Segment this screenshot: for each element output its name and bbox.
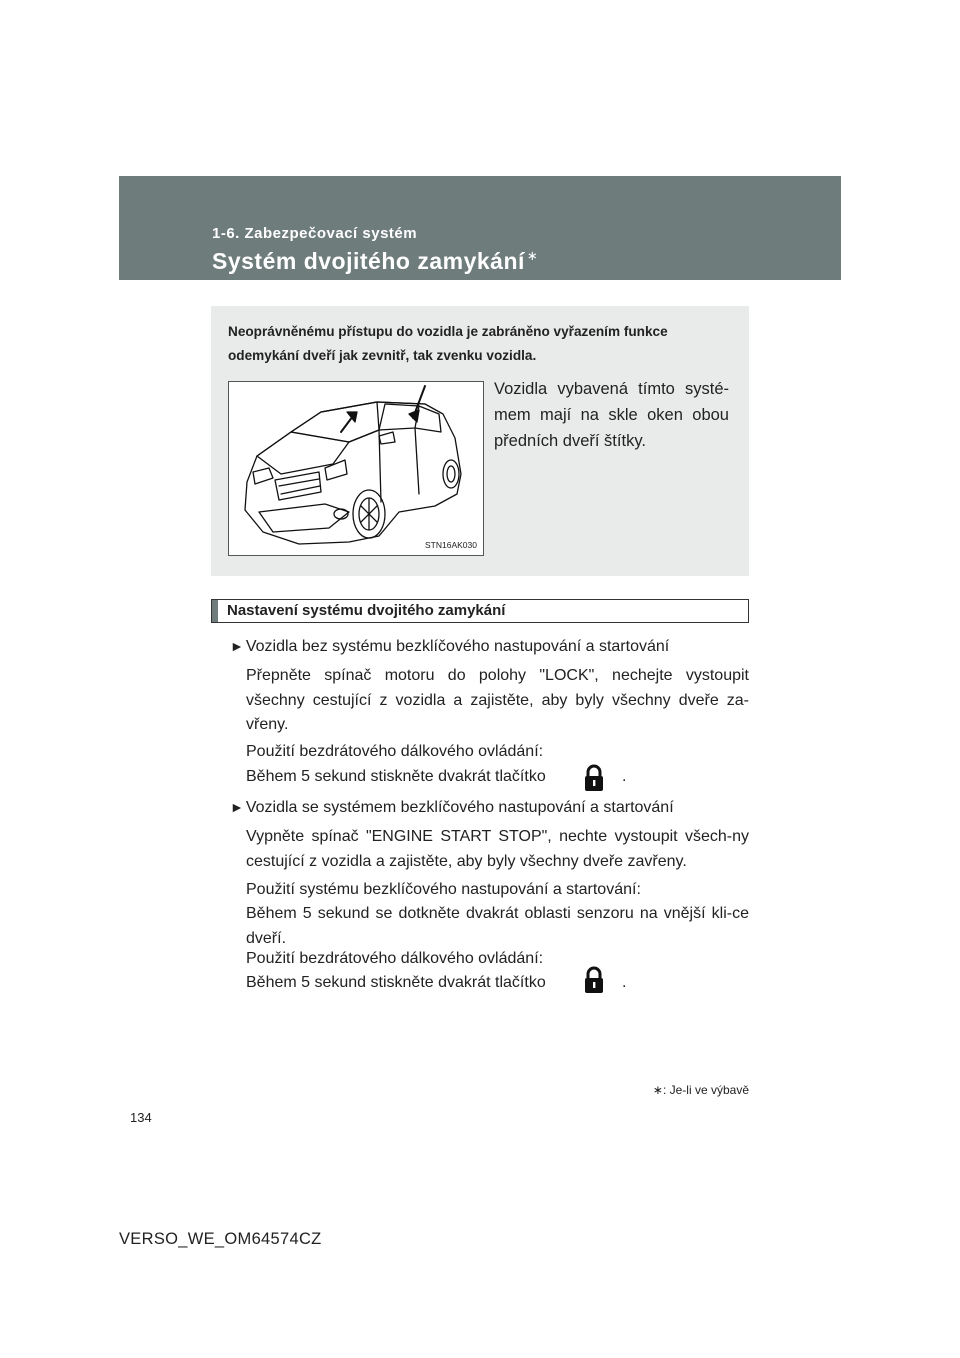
car-illustration [229, 382, 483, 555]
document-code: VERSO_WE_OM64574CZ [119, 1230, 322, 1248]
triangle-bullet-icon: ► [230, 799, 244, 815]
optional-marker: ∗ [526, 248, 539, 264]
page-title-text: Systém dvojitého zamykání [212, 248, 525, 274]
sub-heading-bar [212, 600, 218, 622]
sub-heading-text: Nastavení systému dvojitého zamykání [227, 602, 506, 619]
paragraph-line: Použití bezdrátového dálkového ovládání: [246, 743, 544, 760]
lock-icon [581, 764, 607, 792]
bullet-item [230, 638, 669, 656]
footnote-marker: ∗ [652, 1083, 663, 1097]
bullet-text: Vozidla se systémem bezklíčového nastupování a startování [245, 799, 674, 816]
period: . [622, 768, 627, 785]
bullet-item [230, 799, 674, 817]
paragraph-text: Během 5 sekund stiskněte dvakrát tlačítko [246, 768, 546, 785]
footnote [653, 1083, 749, 1097]
paragraph-line: Použití systému bezklíčového nastupování a startování: [246, 881, 641, 898]
paragraph-line [246, 971, 749, 996]
label-note: Vozidla vybavená tímto systé-mem mají na skle oken obou předních dveří štítky. [494, 380, 729, 450]
section-label: 1-6. Zabezpečovací systém [212, 225, 418, 242]
paragraph-text: Během 5 sekund stiskněte dvakrát tlačítko [246, 974, 546, 991]
figure-code: STN16AK030 [425, 540, 477, 550]
paragraph-line: Použití bezdrátového dálkového ovládání: [246, 950, 544, 967]
triangle-bullet-icon: ► [230, 638, 244, 654]
paragraph-line [246, 765, 749, 790]
lock-icon [581, 966, 607, 994]
page-number: 134 [130, 1110, 152, 1125]
intro-text: Neoprávněnému přístupu do vozidla je zabráněno vyřazením funkce odemykání dveří jak zevnitř, tak zvenku vozidla. [228, 324, 668, 363]
sub-heading [211, 599, 749, 623]
period: . [622, 974, 627, 991]
page-title [212, 248, 538, 275]
footnote-text: : Je-li ve výbavě [662, 1083, 749, 1097]
bullet-text: Vozidla bez systému bezklíčového nastupování a startování [245, 638, 670, 655]
car-figure [228, 381, 484, 556]
paragraph-line: Během 5 sekund se dotkněte dvakrát oblasti senzoru na vnější kli-ce dveří. [246, 905, 749, 947]
paragraph: Vypněte spínač "ENGINE START STOP", nechte vystoupit všech-ny cestující z vozidla a zajistěte, aby byly všechny dveře zavřeny. [246, 828, 749, 870]
paragraph: Přepněte spínač motoru do polohy "LOCK", nechejte vystoupit všechny cestující z vozidla a zajistěte, aby byly všechny dveře za-vřeny. [246, 667, 749, 733]
